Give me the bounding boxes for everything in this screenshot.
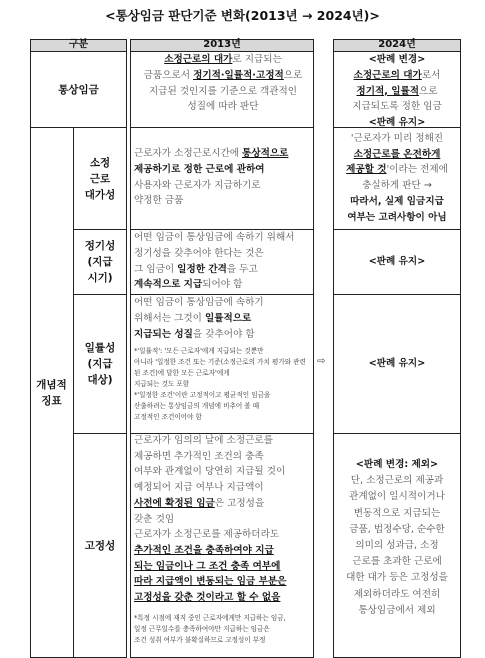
text-line: [134, 496, 312, 512]
text-segment: 따라서, 실제 임금지급: [350, 195, 444, 207]
text-line: [134, 146, 312, 162]
text-segment: 관계없이 일시적이거나: [349, 491, 445, 503]
text-line: [335, 554, 459, 570]
text-segment: 어떤 임금이 통상임금에 속하기: [134, 297, 264, 308]
text-segment: 소정근로의 대가: [164, 54, 233, 65]
text-segment: 단, 소정근로의 제공과: [350, 475, 444, 487]
text-line: [335, 603, 459, 619]
text-segment: 어떤 임금이 통상임금에 속하기 위해서: [134, 232, 295, 243]
cell-2013-ilryul-notes: [134, 346, 312, 423]
text-line: [134, 590, 312, 606]
label-tongsang: 통상임금: [58, 83, 99, 96]
text-line: [335, 68, 459, 84]
text-line: [134, 512, 312, 528]
text-segment: 제공하면 추가적인 조건의 충족: [134, 450, 264, 462]
text-segment: 통상적으로: [242, 148, 289, 159]
text-segment: 로서: [421, 69, 441, 81]
cell-2013-tongsang: [134, 52, 312, 115]
text-line: [335, 84, 459, 100]
text-line: [134, 84, 312, 100]
text-segment: <판례 변경>: [368, 54, 426, 65]
text-line: [335, 52, 459, 68]
cell-2013-sojung: [134, 146, 312, 209]
label-ilryul: 일률성 (지급 대상): [84, 342, 116, 386]
text-line: [134, 162, 312, 178]
text-line: [335, 147, 459, 163]
text-line: [134, 433, 312, 449]
text-segment: 제공하기로 정한 근로에 관하여: [134, 163, 265, 175]
text-segment: 제공할 것: [346, 164, 387, 176]
header-category: 구분: [68, 39, 89, 50]
text-line: [134, 480, 312, 496]
text-segment: 근로자가 소정근로시간에: [134, 148, 243, 159]
text-segment: 을 두고: [226, 263, 258, 275]
note-line: 고정적인 조건이어야 함: [134, 413, 202, 421]
cell-2024-sojung: [335, 115, 459, 226]
text-line: [335, 538, 459, 554]
cell-2024-jeonggi: <판례 유지>: [368, 256, 426, 267]
text-line: [134, 262, 312, 278]
text-line: [335, 99, 459, 115]
page-title: <통상임금 판단기준 변화(2013년 → 2024년)>: [105, 8, 380, 23]
text-segment: 변동적으로 지급되는: [353, 507, 441, 519]
text-line: [134, 178, 312, 194]
text-line: [134, 449, 312, 465]
text-line: [134, 68, 312, 84]
text-segment: 지급되는 성질: [134, 328, 193, 340]
text-line: [134, 193, 312, 209]
note-line: *특정 시점에 재직 중인 근로자에게만 지급하는 임금,: [134, 614, 286, 622]
text-line: [335, 178, 459, 194]
text-segment: 정기적·일률적·고정적: [193, 69, 284, 81]
header-2013: 2013년: [203, 39, 241, 50]
text-line: [134, 543, 312, 559]
text-segment: 정기적, 일률적: [356, 85, 420, 97]
note-line: 지급되는 것도 포함: [134, 380, 190, 388]
text-segment: 로 지급되는: [232, 54, 282, 65]
text-segment: 되어야 함: [202, 279, 243, 291]
text-segment: 은 고정성을: [214, 497, 265, 509]
note-line: *'일률적': '모든 근로자'에게 지급되는 것뿐만: [134, 347, 264, 355]
text-segment: '근로자가 미리 정해진: [350, 132, 444, 144]
text-line: [134, 464, 312, 480]
text-segment: 근로자가 임의의 날에 소정근로를: [134, 435, 273, 446]
note-line: *'일정한 조건'이란 고정적이고 평균적인 임금을: [134, 391, 271, 399]
text-segment: 근로자가 소정근로를 제공하더라도: [134, 529, 280, 541]
text-segment: 소정근로의 대가: [353, 69, 422, 81]
text-segment: 여부는 고려사항이 아님: [347, 211, 447, 223]
text-segment: <판례 유지>: [368, 117, 426, 128]
text-line: [134, 527, 312, 543]
text-segment: 일정한 간격: [177, 263, 227, 275]
text-line: [335, 210, 459, 226]
cell-2024-ilryul: <판례 유지>: [368, 358, 426, 369]
text-line: [335, 115, 459, 131]
text-segment: 고정성을 갖춘 것이라고 할 수 없음: [134, 592, 281, 604]
text-segment: 을 갖추어야 함: [192, 328, 255, 340]
text-segment: 소정근로를 온전하게: [353, 148, 441, 160]
text-line: [134, 574, 312, 590]
text-segment: 성질에 따라 판단: [187, 101, 259, 113]
note-line: 조건 성취 여부가 불확실하므로 고정성이 부정: [134, 636, 266, 644]
text-segment: 사전에 확정된 임금: [134, 497, 215, 509]
text-segment: 금품, 법정수당, 순수한: [349, 523, 445, 535]
text-line: [335, 506, 459, 522]
text-line: [134, 230, 312, 246]
text-segment: 정기성을 갖추어야 한다는 것은: [134, 247, 264, 259]
label-sojung: 소정 근로 대가성: [84, 156, 116, 201]
text-line: [335, 570, 459, 586]
text-segment: 여부와 관계없이 당연히 지급될 것이: [134, 466, 286, 478]
text-line: [134, 52, 312, 68]
text-segment: 약정한 금품: [134, 195, 184, 207]
text-line: [335, 587, 459, 603]
text-segment: 충실하게 판단 →: [362, 180, 432, 192]
text-segment: 따라 지급액이 변동되는 임금 부분은: [134, 576, 287, 588]
text-segment: 되는 임금이나 그 조건 충족 여부에: [134, 560, 281, 572]
text-segment: 예정되어 지급 여부나 지급액이: [134, 482, 264, 494]
text-segment: 제외하더라도 여전히: [353, 588, 441, 600]
label-jeonggi: 정기성 (지급 시기): [84, 240, 116, 284]
text-segment: 의미의 성과급, 소정: [355, 540, 439, 552]
text-segment: 계속적으로 지급: [134, 279, 203, 291]
text-segment: 그 임금이: [134, 263, 178, 275]
cell-2024-tongsang: [335, 52, 459, 115]
cell-2013-ilryul: [134, 295, 312, 342]
text-segment: 근로를 초과한 근로에: [352, 556, 442, 568]
cell-2024-gojeong: [335, 457, 459, 619]
text-line: [335, 457, 459, 473]
cell-2013-jeonggi: [134, 230, 312, 293]
text-segment: 으로: [283, 69, 303, 81]
text-segment: 위해서는 그것이: [134, 312, 205, 324]
text-segment: 갖춘 것임: [134, 513, 175, 525]
text-line: [335, 131, 459, 147]
text-line: [134, 311, 312, 327]
text-segment: 금품으로서: [143, 69, 194, 81]
text-line: [134, 559, 312, 575]
cell-2013-gojeong-notes: [134, 613, 312, 646]
cell-2013-gojeong: [134, 433, 312, 606]
note-line: 일정 근무일수를 충족하여야만 지급하는 임금은: [134, 625, 270, 633]
text-line: [134, 295, 312, 311]
text-line: [335, 473, 459, 489]
text-segment: 사용자와 근로자가 지급하기로: [134, 179, 261, 191]
label-concept-group: 개념적 징표: [36, 378, 67, 407]
text-line: [134, 246, 312, 262]
note-line: 산출하려는 통상임금의 개념에 비추어 볼 때: [134, 402, 260, 410]
text-segment: '이라는 전제에: [386, 164, 448, 176]
text-segment: 으로: [419, 85, 438, 97]
text-line: [335, 194, 459, 210]
text-segment: 추가적인 조건을 충족하여야 지급: [134, 544, 274, 556]
text-line: [335, 162, 459, 178]
header-2024: 2024년: [378, 39, 416, 50]
label-gojeong: 고정성: [84, 539, 116, 552]
text-segment: 지급되도록 정한 임금: [352, 101, 442, 113]
arrow-icon: ⇨: [317, 356, 326, 367]
text-line: [134, 99, 312, 115]
text-segment: <판례 변경: 제외>: [355, 459, 439, 470]
text-line: [335, 489, 459, 505]
text-line: [335, 522, 459, 538]
note-line: 아니라 '일정한 조건 또는 기준(소정근로의 가치 평가와 관련된 조건)에 달한 모든 근로자'에게: [134, 358, 306, 377]
text-line: [134, 327, 312, 343]
text-segment: 지급된 것인지를 기준으로 객관적인: [148, 85, 298, 97]
text-segment: 통상임금에서 제외: [358, 604, 436, 616]
text-line: [134, 277, 312, 293]
text-segment: 대한 대가 등은 고정성을: [346, 572, 448, 584]
text-segment: 일률적으로: [204, 312, 252, 324]
